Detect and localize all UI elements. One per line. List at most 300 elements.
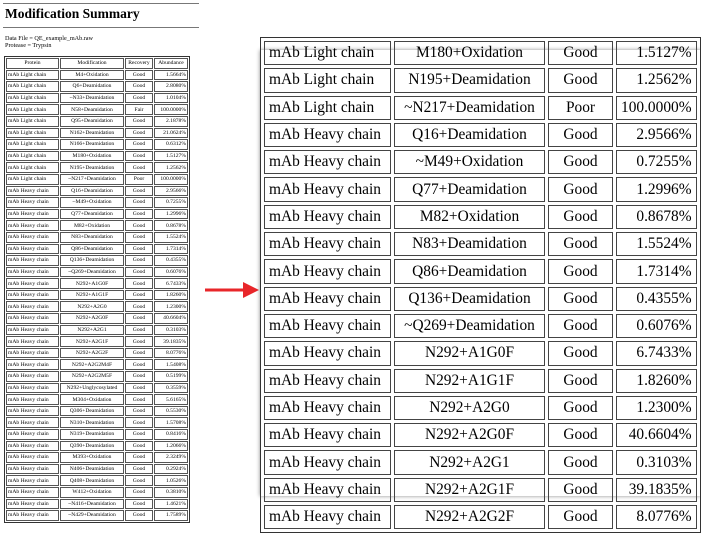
recovery-cell: Good [548,423,613,447]
protein-cell: mAb Heavy chain [6,394,59,405]
modification-cell: N83+Deamidation [60,232,124,243]
table-body [6,70,188,521]
table-row [6,429,188,440]
protein-cell: mAb Heavy chain [6,499,59,510]
protein-cell: mAb Heavy chain [6,186,59,197]
modification-cell: N292+A2G2F [60,348,124,359]
protein-cell: mAb Heavy chain [264,205,391,229]
abundance-cell: 0.3810% [154,487,188,498]
modification-cell: N292+A2G0 [60,301,124,312]
zoomed-modification-table [260,37,701,533]
modification-cell: Q77+Deamidation [60,209,124,220]
protein-cell: mAb Heavy chain [6,255,59,266]
zoomed-table-row [264,505,697,529]
abundance-cell: 1.5664% [154,70,188,81]
protein-cell: mAb Heavy chain [6,278,59,289]
zoomed-table-row [264,396,697,420]
table-row [6,232,188,243]
recovery-cell: Good [125,359,153,370]
abundance-cell: 1.5127% [616,41,697,65]
recovery-cell: Good [548,287,613,311]
modification-cell: Q390+Deamidation [60,441,124,452]
protein-cell: mAb Heavy chain [6,406,59,417]
zoomed-table-row [264,68,697,92]
data-file-line: Data File = QE_example_mAb.raw [5,35,94,42]
table-row [6,452,188,463]
protein-cell: mAb Heavy chain [6,452,59,463]
recovery-cell: Good [548,123,613,147]
abundance-cell: 6.7433% [154,278,188,289]
modification-cell: N162+Deamidation [60,128,124,139]
modification-cell: N166+Deamidation [60,139,124,150]
abundance-cell: 0.6076% [154,267,188,278]
abundance-cell: 100.0000% [154,104,188,115]
protein-cell: mAb Light chain [264,96,391,120]
abundance-cell: 0.3103% [616,450,697,474]
table-row [6,81,188,92]
recovery-cell: Good [125,128,153,139]
modification-cell: Q408+Deamidation [60,475,124,486]
abundance-cell: 8.0776% [154,348,188,359]
modification-cell: M82+Oxidation [60,220,124,231]
recovery-cell: Good [548,314,613,338]
recovery-cell: Good [125,267,153,278]
modification-cell: ~N416+Deamidation [60,499,124,510]
abundance-cell: 40.6604% [616,423,697,447]
table-row [6,220,188,231]
abundance-cell: 2.1878% [154,116,188,127]
title-divider [3,27,199,28]
recovery-cell: Good [125,139,153,150]
abundance-cell: 1.7314% [616,259,697,283]
table-row [6,139,188,150]
protein-cell: mAb Heavy chain [6,417,59,428]
modification-cell: ~N33+Deamidation [60,93,124,104]
abundance-cell: 100.0000% [616,96,697,120]
modification-cell: N292+A2G1 [394,450,545,474]
abundance-cell: 0.4355% [616,287,697,311]
protein-cell: mAb Heavy chain [264,341,391,365]
abundance-cell: 1.2562% [616,68,697,92]
abundance-cell: 1.2300% [616,396,697,420]
abundance-cell: 39.1835% [616,478,697,502]
protein-cell: mAb Heavy chain [6,220,59,231]
recovery-cell: Good [125,417,153,428]
recovery-cell: Good [548,68,613,92]
recovery-cell: Good [125,510,153,521]
modification-table [4,56,190,523]
abundance-cell: 0.6076% [616,314,697,338]
table-row [6,128,188,139]
modification-cell: N292+A2G0F [60,313,124,324]
modification-cell: N292+A2G2M5F [60,371,124,382]
modification-cell: N319+Deamidation [60,429,124,440]
protein-cell: mAb Heavy chain [264,259,391,283]
table-row [6,267,188,278]
zoomed-table-row [264,478,697,502]
protein-cell: mAb Heavy chain [6,336,59,347]
modification-cell: Q6+Deamidation [60,81,124,92]
zoomed-table-body [264,41,697,529]
abundance-cell: 1.5524% [154,232,188,243]
protein-cell: mAb Heavy chain [6,429,59,440]
table-row [6,244,188,255]
modification-cell: ~M49+Oxidation [60,197,124,208]
abundance-cell: 1.4621% [154,499,188,510]
modification-cell: Q86+Deamidation [394,259,545,283]
modification-cell: Q16+Deamidation [60,186,124,197]
protein-cell: mAb Light chain [264,41,391,65]
table-row [6,197,188,208]
recovery-cell: Poor [125,174,153,185]
abundance-cell: 1.2996% [616,177,697,201]
table-row [6,290,188,301]
modification-cell: M393+Oxidation [60,452,124,463]
protein-cell: mAb Heavy chain [6,267,59,278]
modification-cell: N292+A1G0F [60,278,124,289]
modification-cell: N292+A2G1F [60,336,124,347]
protein-cell: mAb Heavy chain [264,505,391,529]
abundance-cell: 1.7589% [154,510,188,521]
protein-cell: mAb Light chain [6,116,59,127]
abundance-cell: 0.8678% [154,220,188,231]
abundance-cell: 1.2562% [154,162,188,173]
abundance-cell: 0.5199% [154,371,188,382]
table-row [6,325,188,336]
abundance-cell: 0.3559% [154,383,188,394]
recovery-cell: Good [548,396,613,420]
table-row [6,441,188,452]
protein-cell: mAb Light chain [6,174,59,185]
recovery-cell: Good [125,255,153,266]
abundance-cell: 39.1835% [154,336,188,347]
table-row [6,464,188,475]
protein-cell: mAb Heavy chain [6,290,59,301]
recovery-cell: Good [548,41,613,65]
modification-cell: N292+A1G1F [60,290,124,301]
modification-cell: N83+Deamidation [394,232,545,256]
protein-cell: mAb Light chain [6,81,59,92]
recovery-cell: Good [125,313,153,324]
recovery-cell: Fair [125,104,153,115]
zoomed-table-view [260,44,701,526]
protein-cell: mAb Light chain [6,93,59,104]
zoomed-table-row [264,450,697,474]
abundance-cell: 1.5127% [154,151,188,162]
abundance-cell: 2.9566% [154,186,188,197]
modification-cell: ~N217+Deamidation [394,96,545,120]
table-row [6,475,188,486]
modification-cell: Q136+Deamidation [60,255,124,266]
protein-cell: mAb Light chain [6,162,59,173]
abundance-cell: 40.6604% [154,313,188,324]
abundance-cell: 1.2300% [154,301,188,312]
protein-cell: mAb Heavy chain [6,209,59,220]
table-row [6,499,188,510]
abundance-cell: 8.0776% [616,505,697,529]
protein-cell: mAb Heavy chain [264,287,391,311]
protein-cell: mAb Heavy chain [264,150,391,174]
modification-cell: Q136+Deamidation [394,287,545,311]
header-abundance: Abundance [154,58,188,69]
protein-cell: mAb Heavy chain [264,396,391,420]
modification-cell: N292+A2G1 [60,325,124,336]
table-row [6,336,188,347]
table-row [6,313,188,324]
recovery-cell: Good [125,441,153,452]
recovery-cell: Good [125,301,153,312]
protein-cell: mAb Light chain [264,68,391,92]
modification-cell: M82+Oxidation [394,205,545,229]
table-row [6,301,188,312]
table-row [6,487,188,498]
abundance-cell: 0.3103% [154,325,188,336]
protein-cell: mAb Heavy chain [6,301,59,312]
modification-cell: N310+Deamidation [60,417,124,428]
top-divider [3,3,199,4]
table-row [6,93,188,104]
table-row [6,510,188,521]
recovery-cell: Good [125,116,153,127]
abundance-cell: 1.0104% [154,93,188,104]
protein-cell: mAb Heavy chain [6,232,59,243]
modification-cell: ~M49+Oxidation [394,150,545,174]
protein-cell: mAb Heavy chain [264,369,391,393]
recovery-cell: Good [548,450,613,474]
recovery-cell: Good [548,177,613,201]
protein-cell: mAb Heavy chain [6,348,59,359]
recovery-cell: Good [548,150,613,174]
modification-cell: N292+A1G0F [394,341,545,365]
modification-cell: M304+Oxidation [60,394,124,405]
modification-cell: N292+A2G1F [394,478,545,502]
abundance-cell: 1.2996% [154,209,188,220]
zoomed-table-row [264,259,697,283]
zoomed-table-row [264,314,697,338]
abundance-cell: 5.6165% [154,394,188,405]
protein-cell: mAb Heavy chain [6,371,59,382]
zoomed-table-row [264,123,697,147]
recovery-cell: Good [548,478,613,502]
report-title: Modification Summary [5,6,140,21]
modification-cell: W412+Oxidation [60,487,124,498]
abundance-cell: 0.6312% [154,139,188,150]
table-row [6,162,188,173]
table-row [6,417,188,428]
recovery-cell: Good [125,383,153,394]
recovery-cell: Good [125,290,153,301]
protein-cell: mAb Heavy chain [264,123,391,147]
table-row [6,255,188,266]
modification-cell: N58+Deamidation [60,104,124,115]
recovery-cell: Good [548,341,613,365]
abundance-cell: 0.2924% [154,464,188,475]
recovery-cell: Good [125,232,153,243]
abundance-cell: 2.3249% [154,452,188,463]
abundance-cell: 1.2066% [154,441,188,452]
modification-cell: M180+Oxidation [60,151,124,162]
report-thumbnail [0,0,210,519]
table-row [6,383,188,394]
zoomed-table-row [264,150,697,174]
recovery-cell: Good [125,487,153,498]
protein-cell: mAb Light chain [6,128,59,139]
modification-cell: Q86+Deamidation [60,244,124,255]
abundance-cell: 1.8260% [154,290,188,301]
abundance-cell: 1.5524% [616,232,697,256]
modification-cell: M4+Oxidation [60,70,124,81]
abundance-cell: 100.0000% [154,174,188,185]
protein-cell: mAb Heavy chain [6,487,59,498]
recovery-cell: Good [125,70,153,81]
modification-cell: ~N217+Deamidation [60,174,124,185]
modification-cell: ~Q269+Deamidation [394,314,545,338]
zoomed-table-row [264,287,697,311]
abundance-cell: 1.0526% [154,475,188,486]
abundance-cell: 2.9566% [616,123,697,147]
modification-cell: ~Q269+Deamidation [60,267,124,278]
modification-cell: N292+A2G0F [394,423,545,447]
header-protein: Protein [6,58,59,69]
table-row [6,278,188,289]
modification-cell: ~N429+Deamidation [60,510,124,521]
table-row [6,359,188,370]
abundance-cell: 0.5530% [154,406,188,417]
recovery-cell: Good [125,406,153,417]
zoomed-table-row [264,41,697,65]
protein-cell: mAb Heavy chain [6,244,59,255]
zoomed-table-row [264,341,697,365]
modification-cell: M180+Oxidation [394,41,545,65]
abundance-cell: 0.7255% [154,197,188,208]
recovery-cell: Good [125,336,153,347]
recovery-cell: Good [125,197,153,208]
protein-cell: mAb Heavy chain [6,313,59,324]
protein-cell: mAb Heavy chain [264,423,391,447]
modification-cell: N195+Deamidation [394,68,545,92]
header-modification: Modification [60,58,124,69]
table-row [6,151,188,162]
table-row [6,186,188,197]
abundance-cell: 0.4355% [154,255,188,266]
abundance-cell: 1.5708% [154,417,188,428]
recovery-cell: Good [125,278,153,289]
recovery-cell: Good [125,162,153,173]
protease-line: Protease = Trypsin [5,42,52,49]
zoomed-table-row [264,423,697,447]
recovery-cell: Good [125,452,153,463]
table-row [6,406,188,417]
modification-cell: N406+Deamidation [60,464,124,475]
zoomed-table-row [264,369,697,393]
recovery-cell: Good [125,209,153,220]
protein-cell: mAb Heavy chain [6,441,59,452]
recovery-cell: Good [125,499,153,510]
protein-cell: mAb Heavy chain [6,197,59,208]
arrow-right-icon [203,279,261,301]
abundance-cell: 2.8080% [154,81,188,92]
abundance-cell: 0.8416% [154,429,188,440]
modification-cell: Q95+Deamidation [60,116,124,127]
protein-cell: mAb Heavy chain [264,450,391,474]
zoomed-table-row [264,96,697,120]
arrow-head [243,282,259,298]
abundance-cell: 21.0624% [154,128,188,139]
recovery-cell: Poor [548,96,613,120]
recovery-cell: Good [548,259,613,283]
recovery-cell: Good [125,151,153,162]
recovery-cell: Good [548,505,613,529]
protein-cell: mAb Heavy chain [6,510,59,521]
table-header-row [6,58,188,69]
recovery-cell: Good [548,232,613,256]
table-row [6,394,188,405]
modification-cell: Q77+Deamidation [394,177,545,201]
table-row [6,104,188,115]
protein-cell: mAb Light chain [6,104,59,115]
modification-cell: N292+A2G0 [394,396,545,420]
modification-cell: Q306+Deamidation [60,406,124,417]
modification-cell: N195+Deamidation [60,162,124,173]
recovery-cell: Good [548,369,613,393]
recovery-cell: Good [125,325,153,336]
recovery-cell: Good [125,475,153,486]
table-row [6,116,188,127]
protein-cell: mAb Light chain [6,70,59,81]
recovery-cell: Good [125,244,153,255]
zoomed-table-row [264,205,697,229]
recovery-cell: Good [548,205,613,229]
protein-cell: mAb Heavy chain [264,478,391,502]
protein-cell: mAb Heavy chain [6,325,59,336]
recovery-cell: Good [125,429,153,440]
protein-cell: mAb Heavy chain [6,359,59,370]
abundance-cell: 1.7314% [154,244,188,255]
protein-cell: mAb Heavy chain [264,232,391,256]
abundance-cell: 0.8678% [616,205,697,229]
recovery-cell: Good [125,464,153,475]
protein-cell: mAb Heavy chain [6,464,59,475]
zoomed-table-row [264,232,697,256]
table-row [6,209,188,220]
protein-cell: mAb Heavy chain [264,177,391,201]
recovery-cell: Good [125,348,153,359]
protein-cell: mAb Light chain [6,139,59,150]
abundance-cell: 1.8260% [616,369,697,393]
recovery-cell: Good [125,394,153,405]
table-row [6,70,188,81]
modification-cell: Q16+Deamidation [394,123,545,147]
recovery-cell: Good [125,186,153,197]
table-row [6,174,188,185]
modification-cell: N292+A1G1F [394,369,545,393]
abundance-cell: 0.7255% [616,150,697,174]
protein-cell: mAb Heavy chain [6,475,59,486]
recovery-cell: Good [125,371,153,382]
modification-cell: N292+A2G2M4F [60,359,124,370]
recovery-cell: Good [125,81,153,92]
table-row [6,348,188,359]
abundance-cell: 1.5408% [154,359,188,370]
protein-cell: mAb Light chain [6,151,59,162]
protein-cell: mAb Heavy chain [6,383,59,394]
modification-cell: N292+Unglycosylated [60,383,124,394]
table-row [6,371,188,382]
zoomed-table-row [264,177,697,201]
recovery-cell: Good [125,220,153,231]
modification-cell: N292+A2G2F [394,505,545,529]
protein-cell: mAb Heavy chain [264,314,391,338]
